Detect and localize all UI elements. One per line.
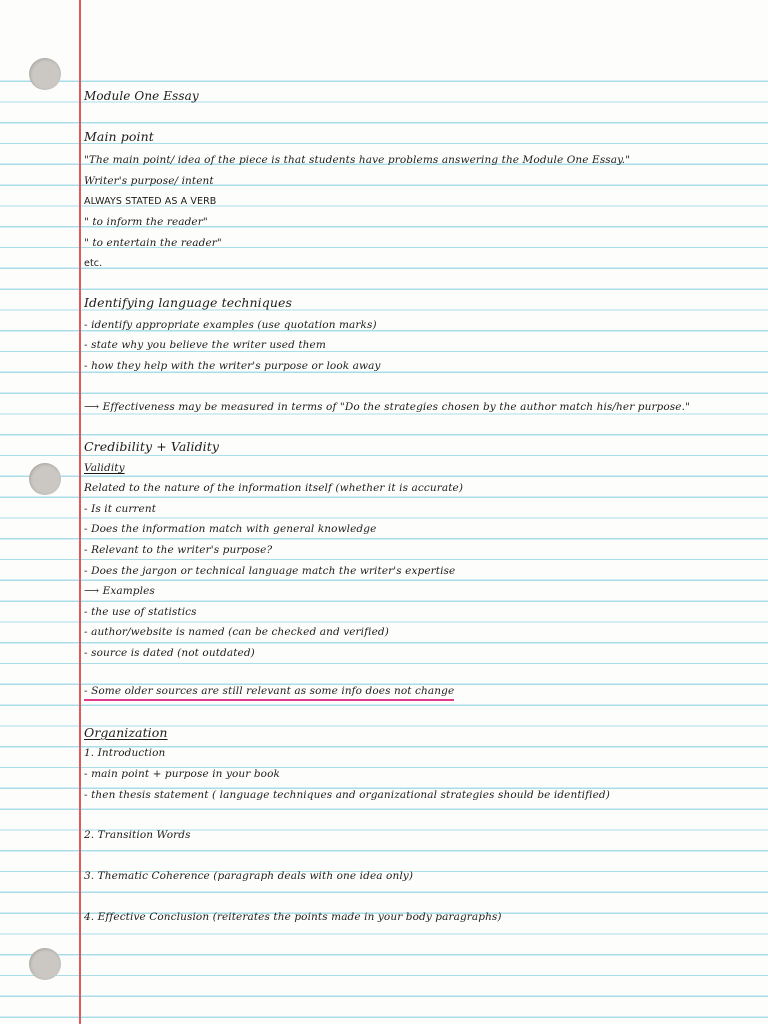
validity-question-1: - Is it current bbox=[84, 503, 157, 515]
punch-hole-middle bbox=[29, 463, 61, 495]
highlighted-note: - Some older sources are still relevant as some info does not change bbox=[84, 685, 454, 701]
writer-purpose: Writer's purpose/ intent bbox=[84, 175, 214, 187]
effectiveness-note: ⟶ Effectiveness may be measured in terms of "Do the strategies chosen by the author match his/her purpose." bbox=[84, 401, 690, 413]
page-top-margin bbox=[0, 0, 768, 62]
techniques-heading: Identifying language techniques bbox=[84, 295, 292, 310]
validity-subheading: Validity bbox=[84, 462, 125, 474]
technique-bullet-1: - identify appropriate examples (use quotation marks) bbox=[84, 319, 377, 331]
validity-question-3: - Relevant to the writer's purpose? bbox=[84, 544, 273, 556]
organization-heading: Organization bbox=[84, 725, 168, 740]
validity-related: Related to the nature of the information itself (whether it is accurate) bbox=[84, 482, 464, 494]
organization-item-2: 2. Transition Words bbox=[84, 829, 191, 841]
main-point-quote: "The main point/ idea of the piece is that students have problems answering the Module One Essay." bbox=[84, 154, 631, 166]
organization-item-1a: - main point + purpose in your book bbox=[84, 768, 280, 780]
red-margin-line bbox=[79, 0, 81, 1024]
technique-bullet-3: - how they help with the writer's purpose or look away bbox=[84, 360, 381, 372]
organization-item-4: 4. Effective Conclusion (reiterates the points made in your body paragraphs) bbox=[84, 911, 502, 923]
punch-hole-top bbox=[29, 58, 61, 90]
organization-item-3: 3. Thematic Coherence (paragraph deals with one idea only) bbox=[84, 870, 414, 882]
note-title: Module One Essay bbox=[84, 89, 199, 103]
credibility-heading: Credibility + Validity bbox=[84, 439, 220, 454]
example-item-2: - author/website is named (can be checked and verified) bbox=[84, 626, 389, 638]
validity-question-2: - Does the information match with general knowledge bbox=[84, 523, 377, 535]
example-item-1: - the use of statistics bbox=[84, 606, 197, 618]
organization-item-1: 1. Introduction bbox=[84, 747, 166, 759]
punch-hole-bottom bbox=[29, 948, 61, 980]
examples-heading: ⟶ Examples bbox=[84, 585, 155, 597]
always-verb: ALWAYS STATED AS A VERB bbox=[84, 196, 217, 207]
main-point-heading: Main point bbox=[84, 129, 154, 144]
purpose-example-1: " to inform the reader" bbox=[84, 216, 208, 228]
organization-item-1b: - then thesis statement ( language techniques and organizational strategies should be identified) bbox=[84, 789, 610, 801]
example-item-3: - source is dated (not outdated) bbox=[84, 647, 255, 659]
purpose-example-2: " to entertain the reader" bbox=[84, 237, 222, 249]
purpose-etc: etc. bbox=[84, 258, 103, 269]
technique-bullet-2: - state why you believe the writer used them bbox=[84, 339, 326, 351]
validity-question-4: - Does the jargon or technical language match the writer's expertise bbox=[84, 565, 456, 577]
